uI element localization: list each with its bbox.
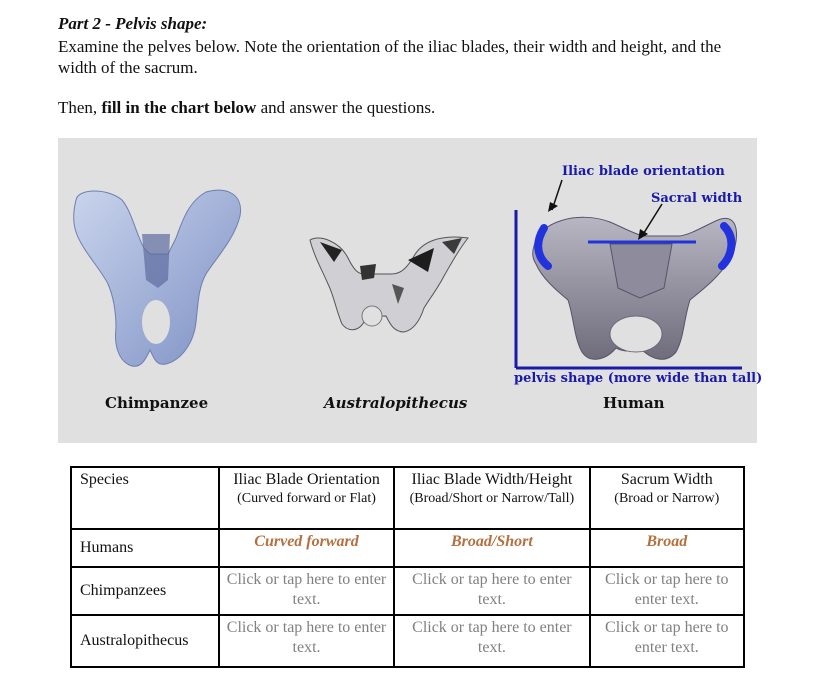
header-width bbox=[394, 467, 589, 529]
instructions-suffix: and answer the questions. bbox=[256, 98, 436, 117]
pelvis-comparison-table bbox=[70, 466, 745, 668]
sacral-width-label: Sacral width bbox=[651, 191, 743, 206]
header-sacrum bbox=[590, 467, 744, 529]
header-orientation-title: Iliac Blade Orientation bbox=[233, 471, 380, 488]
table-header-row bbox=[71, 467, 744, 529]
width-answer: Broad/Short bbox=[394, 529, 589, 567]
sacrum-input[interactable]: Click or tap here to enter text. bbox=[590, 567, 744, 615]
header-orientation bbox=[219, 467, 394, 529]
species-cell: Australopithecus bbox=[71, 615, 219, 667]
part-heading: Part 2 - Pelvis shape: bbox=[58, 14, 208, 33]
pelvis-shape-label: pelvis shape (more wide than tall) bbox=[514, 371, 763, 386]
table-row bbox=[71, 615, 744, 667]
pelves-figure bbox=[58, 138, 763, 443]
header-width-title: Iliac Blade Width/Height bbox=[411, 471, 573, 488]
instructions-bold: fill in the chart below bbox=[101, 98, 257, 117]
table-row bbox=[71, 529, 744, 567]
width-input[interactable]: Click or tap here to enter text. bbox=[394, 567, 589, 615]
instructions-fill-chart bbox=[58, 98, 435, 118]
orientation-input[interactable]: Click or tap here to enter text. bbox=[219, 615, 394, 667]
header-orientation-sub: (Curved forward or Flat) bbox=[237, 491, 376, 506]
chimpanzee-caption: Chimpanzee bbox=[105, 394, 209, 412]
human-pelvis-image bbox=[533, 217, 737, 359]
australopithecus-pelvis-image bbox=[310, 237, 468, 332]
species-cell: Chimpanzees bbox=[71, 567, 219, 615]
header-width-sub: (Broad/Short or Narrow/Tall) bbox=[409, 491, 575, 506]
sacrum-answer: Broad bbox=[590, 529, 744, 567]
chimpanzee-pelvis-image bbox=[74, 190, 241, 366]
instructions-prefix: Then, bbox=[58, 98, 102, 117]
iliac-orientation-label: Iliac blade orientation bbox=[562, 164, 725, 179]
sacrum-input[interactable]: Click or tap here to enter text. bbox=[590, 615, 744, 667]
species-cell: Humans bbox=[71, 529, 219, 567]
human-caption: Human bbox=[603, 394, 665, 412]
header-species: Species bbox=[71, 467, 219, 529]
instructions-paragraph: Examine the pelves below. Note the orientation of the iliac blades, their width and height, and the width of the sacrum. bbox=[58, 37, 722, 77]
australopithecus-caption: Australopithecus bbox=[324, 394, 468, 412]
orientation-input[interactable]: Click or tap here to enter text. bbox=[219, 567, 394, 615]
header-sacrum-title: Sacrum Width bbox=[620, 471, 713, 488]
table-row bbox=[71, 567, 744, 615]
header-sacrum-sub: (Broad or Narrow) bbox=[614, 491, 720, 506]
orientation-answer: Curved forward bbox=[219, 529, 394, 567]
width-input[interactable]: Click or tap here to enter text. bbox=[394, 615, 589, 667]
